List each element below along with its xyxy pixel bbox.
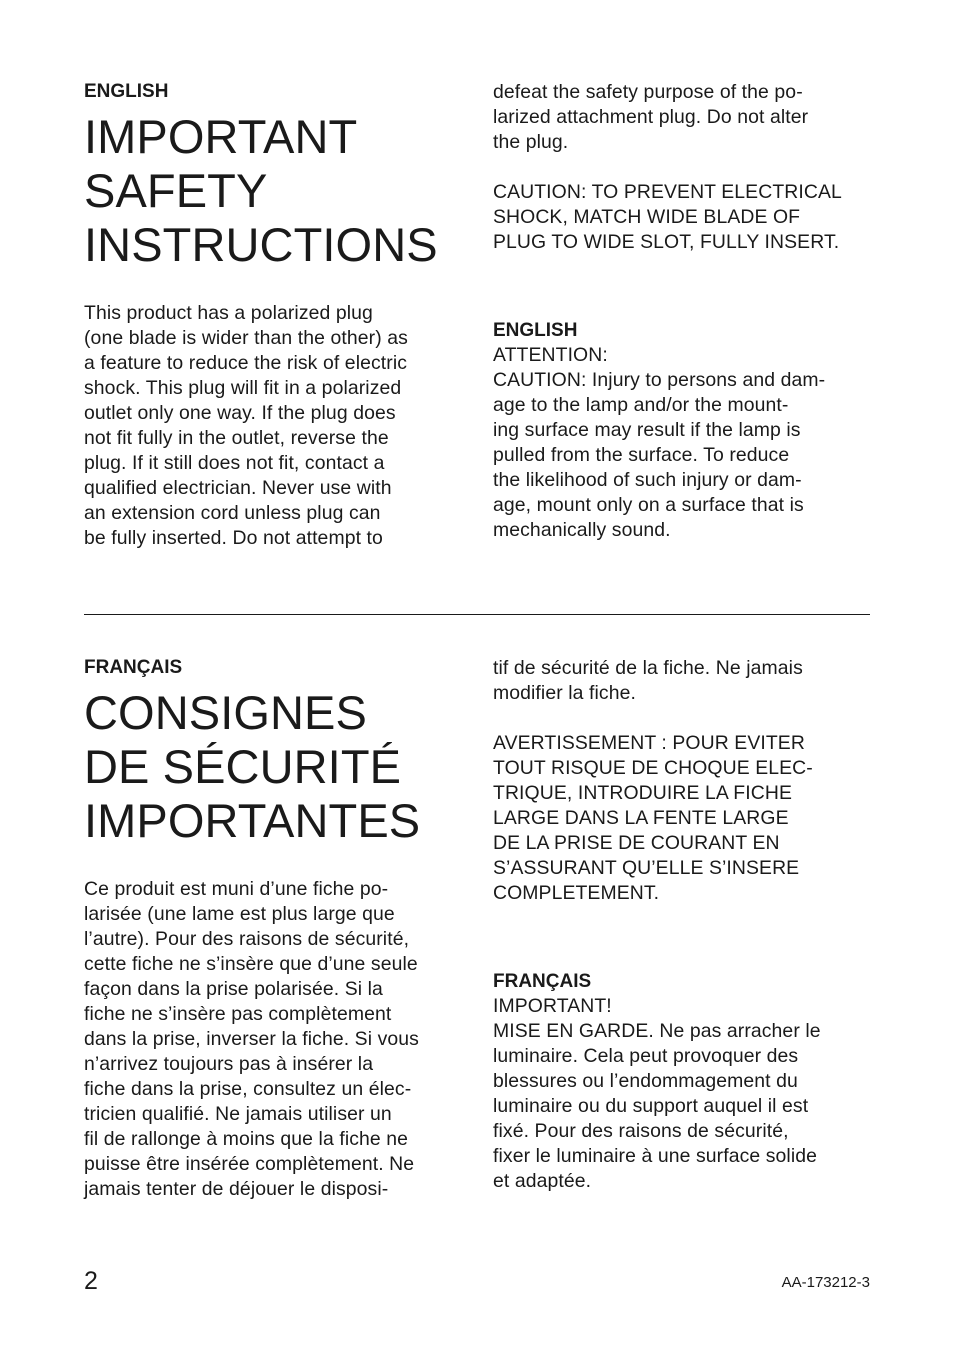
text-line: PLUG TO WIDE SLOT, FULLY INSERT. <box>493 231 840 253</box>
text-line: AVERTISSEMENT : POUR EVITER <box>493 732 805 754</box>
en-right-column <box>493 80 878 543</box>
text-line: luminaire ou du support auquel il est <box>493 1095 809 1117</box>
en-left-column <box>84 79 469 551</box>
text-line: MISE EN GARDE. Ne pas arracher le <box>493 1020 821 1042</box>
section-divider <box>84 614 870 615</box>
fr-title-line: CONSIGNES <box>84 686 367 739</box>
fr-body-paragraph <box>84 877 469 1202</box>
en-language-label: ENGLISH <box>84 81 169 102</box>
text-line: pulled from the surface. To reduce <box>493 444 790 466</box>
text-line: IMPORTANT! <box>493 995 612 1017</box>
text-line: S’ASSURANT QU’ELLE S’INSERE <box>493 857 800 879</box>
text-line: not fit fully in the outlet, reverse the <box>84 427 389 449</box>
en-body-continuation <box>493 80 878 155</box>
text-line: mechanically sound. <box>493 519 671 541</box>
text-line: fiche ne s’insère pas complètement <box>84 1003 392 1025</box>
en-language-label-2: ENGLISH <box>493 320 578 341</box>
fr-caution-caps <box>493 731 878 906</box>
text-line: blessures ou l’endommagement du <box>493 1070 798 1092</box>
text-line: This product has a polarized plug <box>84 302 373 324</box>
text-line: Ce produit est muni d’une fiche po- <box>84 878 389 900</box>
fr-title-line: DE SÉCURITÉ <box>84 740 402 793</box>
text-line: larized attachment plug. Do not alter <box>493 106 809 128</box>
text-line: cette fiche ne s’insère que d’une seule <box>84 953 418 975</box>
en-title-line: INSTRUCTIONS <box>84 218 438 271</box>
text-line: a feature to reduce the risk of electric <box>84 352 408 374</box>
text-line: outlet only one way. If the plug does <box>84 402 396 424</box>
text-line: CAUTION: TO PREVENT ELECTRICAL <box>493 181 842 203</box>
text-line: be fully inserted. Do not attempt to <box>84 527 383 549</box>
fr-body-continuation <box>493 656 878 706</box>
en-caution-caps <box>493 180 878 255</box>
text-line: fil de rallonge à moins que la fiche ne <box>84 1128 409 1150</box>
en-body-paragraph <box>84 301 469 551</box>
text-line: shock. This plug will fit in a polarized <box>84 377 402 399</box>
text-line: larisée (une lame est plus large que <box>84 903 395 925</box>
text-line: l’autre). Pour des raisons de sécurité, <box>84 928 410 950</box>
text-line: dans la prise, inverser la fiche. Si vous <box>84 1028 419 1050</box>
text-line: TOUT RISQUE DE CHOQUE ELEC- <box>493 757 813 779</box>
en-title-line: IMPORTANT <box>84 110 358 163</box>
document-id: AA-173212-3 <box>781 1274 870 1291</box>
fr-title <box>84 686 469 848</box>
fr-left-column <box>84 655 469 1202</box>
text-line: CAUTION: Injury to persons and dam- <box>493 369 826 391</box>
text-line: the likelihood of such injury or dam- <box>493 469 802 491</box>
text-line: fiche dans la prise, consultez un élec- <box>84 1078 412 1100</box>
text-line: SHOCK, MATCH WIDE BLADE OF <box>493 206 801 228</box>
fr-language-label-2: FRANÇAIS <box>493 971 592 992</box>
fr-attention-block <box>493 969 878 1194</box>
text-line: fixé. Pour des raisons de sécurité, <box>493 1120 789 1142</box>
text-line: ing surface may result if the lamp is <box>493 419 801 441</box>
text-line: jamais tenter de déjouer le disposi- <box>84 1178 389 1200</box>
text-line: façon dans la prise polarisée. Si la <box>84 978 383 1000</box>
fr-language-label: FRANÇAIS <box>84 657 183 678</box>
text-line: tif de sécurité de la fiche. Ne jamais <box>493 657 803 679</box>
text-line: plug. If it still does not fit, contact a <box>84 452 385 474</box>
text-line: et adaptée. <box>493 1170 592 1192</box>
text-line: fixer le luminaire à une surface solide <box>493 1145 818 1167</box>
text-line: TRIQUE, INTRODUIRE LA FICHE <box>493 782 792 804</box>
en-title-line: SAFETY <box>84 164 268 217</box>
text-line: qualified electrician. Never use with <box>84 477 392 499</box>
text-line: n’arrivez toujours pas à insérer la <box>84 1053 374 1075</box>
fr-right-column <box>493 656 878 1194</box>
text-line: modifier la fiche. <box>493 682 636 704</box>
text-line: an extension cord unless plug can <box>84 502 381 524</box>
text-line: puisse être insérée complètement. Ne <box>84 1153 415 1175</box>
text-line: defeat the safety purpose of the po- <box>493 81 803 103</box>
text-line: LARGE DANS LA FENTE LARGE <box>493 807 789 829</box>
text-line: COMPLETEMENT. <box>493 882 660 904</box>
fr-title-line: IMPORTANTES <box>84 794 421 847</box>
text-line: DE LA PRISE DE COURANT EN <box>493 832 780 854</box>
text-line: the plug. <box>493 131 569 153</box>
text-line: age to the lamp and/or the mount- <box>493 394 789 416</box>
text-line: age, mount only on a surface that is <box>493 494 804 516</box>
text-line: (one blade is wider than the other) as <box>84 327 408 349</box>
text-line: luminaire. Cela peut provoquer des <box>493 1045 799 1067</box>
page-number: 2 <box>84 1267 98 1295</box>
en-attention-block <box>493 318 878 543</box>
text-line: tricien qualifié. Ne jamais utiliser un <box>84 1103 392 1125</box>
en-title <box>84 110 469 272</box>
text-line: ATTENTION: <box>493 344 608 366</box>
